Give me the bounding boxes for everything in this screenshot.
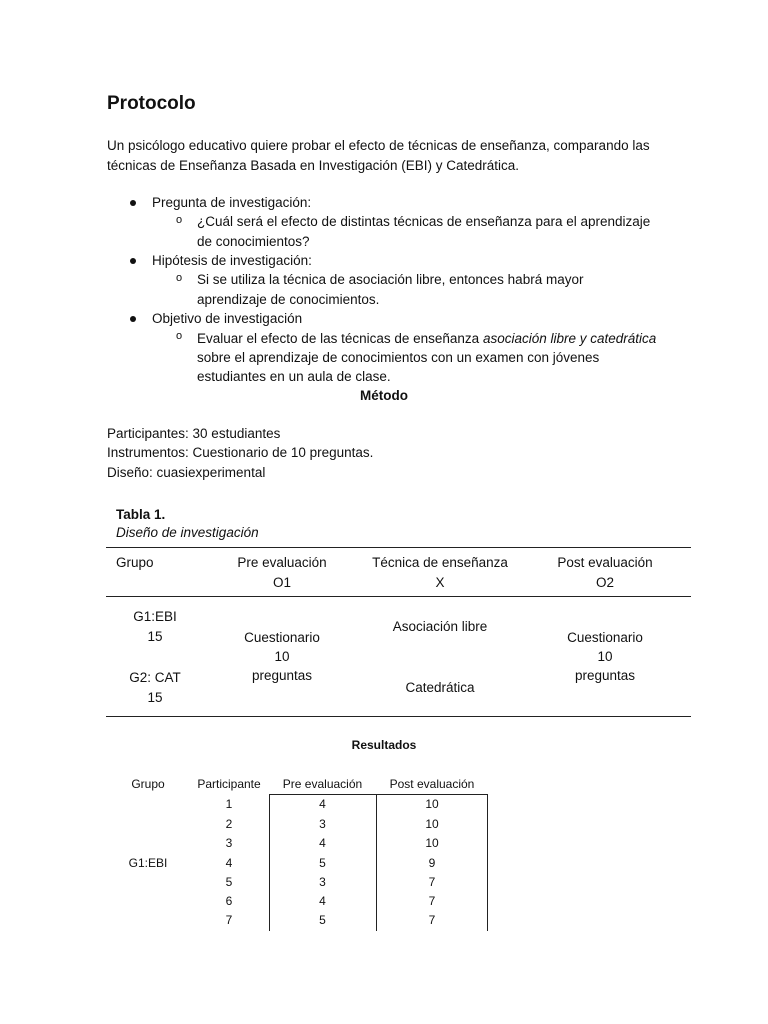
result-row-7-participant: 7 [225,913,233,927]
method-design: Diseño: cuasiexperimental [107,465,266,480]
table1-group1-n: 15 [147,629,163,644]
result-row-4-participant: 4 [225,856,233,870]
table1-post-line-3: preguntas [574,668,636,683]
intro-line-1: Un psicólogo educativo quiere probar el efecto de técnicas de enseñanza, comparando las [107,138,650,153]
result-row-4-pre: 5 [319,856,326,870]
table1-group2-n: 15 [147,690,163,705]
table1-technique-1: Asociación libre [392,619,488,634]
result-row-5-post: 7 [428,875,436,889]
results-header-post: Post evaluación [389,777,475,791]
bullet-question-label: Pregunta de investigación: [152,195,312,210]
intro-line-2: técnicas de Enseñanza Basada en Investigación (EBI) y Catedrática. [107,158,519,173]
sub-bullet-circle: o [176,214,183,226]
objective-italic-text: asociación libre y catedrática [482,331,657,346]
table1-header-technique-code: X [435,575,445,590]
table1-post-line-2: 10 [597,649,613,664]
result-row-5-participant: 5 [225,875,233,889]
hypothesis-line-1: Si se utiliza la técnica de asociación libre, entonces habrá mayor [197,272,584,287]
result-row-7-post: 7 [428,913,436,927]
objective-plain-text: Evaluar el efecto de las técnicas de enseñanza [197,331,483,346]
table1-header-rule [106,596,691,597]
table1-label: Tabla 1. [116,507,166,522]
table1-pre-line-1: Cuestionario [244,630,320,645]
question-line-1: ¿Cuál será el efecto de distintas técnicas de enseñanza para el aprendizaje [197,214,651,229]
results-header-rule [269,794,488,795]
hypothesis-line-2: aprendizaje de conocimientos. [197,292,380,307]
table1-caption: Diseño de investigación [116,525,259,540]
result-row-2-participant: 2 [225,817,233,831]
bullet-dot [130,316,136,322]
table1-header-post: Post evaluación [557,555,653,570]
objective-line-2: sobre el aprendizaje de conocimientos con un examen con jóvenes [197,350,600,365]
objective-line-1 [197,329,656,349]
result-row-3-pre: 4 [319,836,326,850]
results-header-participant: Participante [197,777,261,791]
method-heading: Método [360,388,408,403]
table1-pre-line-2: 10 [274,649,290,664]
table1-top-rule [106,547,691,548]
table1-header-group: Grupo [116,555,154,570]
result-row-6-pre: 4 [319,894,326,908]
table1-post-line-1: Cuestionario [567,630,643,645]
result-row-6-participant: 6 [225,894,233,908]
table1-header-post-code: O2 [595,575,614,590]
bullet-hypothesis-label: Hipótesis de investigación: [152,253,312,268]
results-header-group: Grupo [131,777,165,791]
method-participants: Participantes: 30 estudiantes [107,426,281,441]
sub-bullet-circle: o [176,272,183,284]
result-row-4-post: 9 [428,856,436,870]
results-group-label: G1:EBI [128,856,168,870]
table1-header-pre-code: O1 [272,575,291,590]
question-line-2: de conocimientos? [197,234,310,249]
results-heading: Resultados [351,738,417,752]
result-row-2-post: 10 [425,817,439,831]
result-row-3-post: 10 [425,836,439,850]
result-row-1-participant: 1 [225,797,233,811]
bullet-dot [130,200,136,206]
table1-header-technique: Técnica de enseñanza [372,555,508,570]
method-instruments: Instrumentos: Cuestionario de 10 preguntas. [107,445,374,460]
result-row-1-pre: 4 [319,797,326,811]
table1-group2-name: G2: CAT [129,670,181,685]
table1-group1-name: G1:EBI [133,609,177,624]
results-header-pre: Pre evaluación [282,777,363,791]
result-row-1-post: 10 [425,797,439,811]
result-row-5-pre: 3 [319,875,326,889]
table1-bottom-rule [106,716,691,717]
sub-bullet-circle: o [176,330,183,342]
table1-pre-line-3: preguntas [251,668,313,683]
result-row-2-pre: 3 [319,817,326,831]
bullet-objective-label: Objetivo de investigación [152,311,303,326]
results-grid-line [487,794,488,931]
result-row-3-participant: 3 [225,836,233,850]
bullet-dot [130,258,136,264]
page-title: Protocolo [107,93,196,114]
objective-line-3: estudiantes en un aula de clase. [197,369,391,384]
result-row-6-post: 7 [428,894,436,908]
table1-technique-2: Catedrática [405,680,475,695]
result-row-7-pre: 5 [319,913,326,927]
table1-header-pre: Pre evaluación [237,555,327,570]
